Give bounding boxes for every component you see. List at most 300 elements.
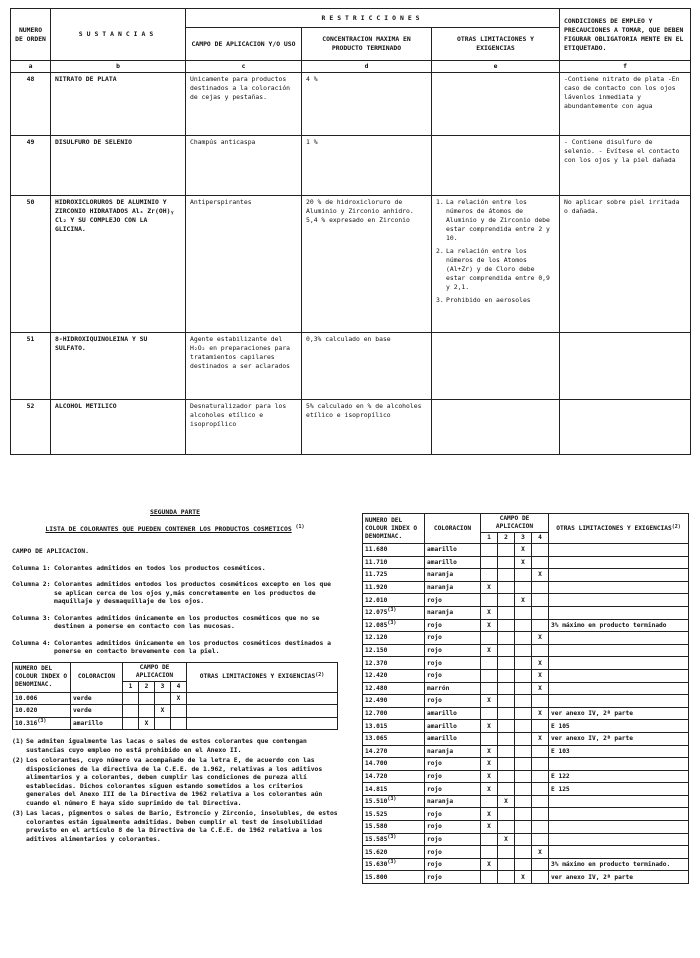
column-2-mark <box>139 705 155 718</box>
notes-cell <box>549 833 689 846</box>
table-row <box>363 808 689 821</box>
column-2-mark <box>498 632 515 645</box>
otras-item: 3. Prohibido en aerosoles <box>436 296 531 304</box>
column-2-mark <box>498 732 515 745</box>
column-3-mark <box>515 833 532 846</box>
column-4-mark: X <box>171 692 187 705</box>
column-2-mark: X <box>498 833 515 846</box>
colour-name: naranja <box>425 795 481 808</box>
column-1-mark: X <box>481 808 498 821</box>
footnote: (3) Las lacas, pigmentos o sales de Bario, Estroncio y Zirconio, insolubles, de estos colorantes están igualmente admitidas. Deben cumplir el test de insolubilidad previsto en el artículo 8 de la Directiva de la C.E.E. de 1962 relativa a los aditivos alimentarios y colorantes. <box>12 809 338 843</box>
column-3-mark <box>515 619 532 632</box>
table-row <box>363 770 689 783</box>
column-4-mark <box>532 770 549 783</box>
column-3-mark <box>515 682 532 695</box>
otras-cell <box>432 400 560 455</box>
table-row <box>13 705 338 718</box>
column-1-mark: X <box>481 606 498 619</box>
letter-c: c <box>186 61 302 73</box>
header-col-1: 1 <box>123 681 139 692</box>
notes-cell: E 103 <box>549 745 689 758</box>
column-3-mark: X <box>515 871 532 884</box>
table-row <box>363 669 689 682</box>
table-row <box>13 692 338 705</box>
letter-e: e <box>432 61 560 73</box>
campo-cell: Unicamente para productos destinados a la coloración de cejas y pestañas. <box>186 73 302 136</box>
table-row <box>363 644 689 657</box>
column-2-mark <box>498 871 515 884</box>
substance-name: HIDROXICLORUROS DE ALUMINIO Y ZIRCONIO HIDRATADOS Alₓ Zr(OH)ᵧ Cl₂ Y SU COMPLEJO CON LA GLICINA. <box>51 196 186 333</box>
colour-name: rojo <box>425 644 481 657</box>
colour-index-number: 15.620 <box>363 846 425 859</box>
colour-name: marrón <box>425 682 481 695</box>
notes-cell: E 122 <box>549 770 689 783</box>
column-3-mark <box>515 795 532 808</box>
colour-name: rojo <box>425 808 481 821</box>
column-2-mark <box>498 581 515 594</box>
column-2-mark <box>498 821 515 834</box>
colour-name: amarillo <box>71 717 123 730</box>
column-3-mark <box>515 669 532 682</box>
column-3-mark <box>515 770 532 783</box>
notes-cell <box>187 705 338 718</box>
header-campo: CAMPO DE APLICACION Y/O USO <box>186 28 302 61</box>
column-4-mark <box>532 795 549 808</box>
column-1-mark <box>123 717 139 730</box>
colour-name: rojo <box>425 770 481 783</box>
row-number: 51 <box>11 333 51 400</box>
header-col-2: 2 <box>139 681 155 692</box>
column-2-mark <box>498 594 515 607</box>
table-row <box>363 707 689 720</box>
column-3-mark <box>515 632 532 645</box>
colour-index-number: 14.815 <box>363 783 425 796</box>
restrictions-table <box>10 8 691 455</box>
table-row <box>363 846 689 859</box>
column-4-mark <box>532 720 549 733</box>
colour-name: naranja <box>425 745 481 758</box>
colour-name: rojo <box>425 632 481 645</box>
table-row <box>363 745 689 758</box>
campo-cell: Desnaturalizador para los alcoholes etílico e isopropílico <box>186 400 302 455</box>
column-2-mark <box>498 745 515 758</box>
column-2-mark <box>498 644 515 657</box>
column-1-mark: X <box>481 644 498 657</box>
notes-cell <box>549 669 689 682</box>
table-row <box>11 73 691 136</box>
table-row <box>363 544 689 557</box>
column-4-mark <box>532 644 549 657</box>
column-definition: Columna 4: Colorantes admitidos únicamente en los productos cosméticos destinados a ponerse en contacto brevemente con la piel. <box>12 638 332 655</box>
column-4-mark: X <box>532 707 549 720</box>
header-col-2: 2 <box>498 533 515 544</box>
letter-a: a <box>11 61 51 73</box>
column-3-mark <box>515 732 532 745</box>
notes-cell <box>549 556 689 569</box>
column-1-mark: X <box>481 720 498 733</box>
column-1-mark <box>481 657 498 670</box>
colour-index-number: 11.920 <box>363 581 425 594</box>
otras-cell <box>432 136 560 196</box>
table-row <box>363 758 689 771</box>
notes-cell <box>549 846 689 859</box>
column-2-mark <box>498 669 515 682</box>
colour-index-number: 15.585$^{(3)}$ <box>363 833 425 846</box>
colour-index-number: 12.480 <box>363 682 425 695</box>
header-numero: NUMERO DE ORDEN <box>11 9 51 61</box>
column-1-mark: X <box>481 695 498 708</box>
substance-name: ALCOHOL METILICO <box>51 400 186 455</box>
notes-cell: E 125 <box>549 783 689 796</box>
column-3-mark <box>515 644 532 657</box>
header-col-1: 1 <box>481 533 498 544</box>
substance-name: 8-HIDROXIQUINOLEINA Y SU SULFATO. <box>51 333 186 400</box>
column-4-mark <box>532 871 549 884</box>
condiciones-cell <box>560 333 691 400</box>
notes-cell <box>549 581 689 594</box>
table-row <box>363 821 689 834</box>
column-definition: Columna 2: Colorantes admitidos entodos los productos cosméticos excepto en los que se aplican cerca de los ojos y,más concretamente en los productos de maquillaje y desmaquillaje de los ojos. <box>12 580 332 605</box>
colour-name: rojo <box>425 833 481 846</box>
column-4-mark <box>532 606 549 619</box>
notes-cell: ver anexo IV, 2ª parte <box>549 732 689 745</box>
column-3-mark <box>515 569 532 582</box>
column-3-mark <box>515 581 532 594</box>
second-part-section <box>12 508 338 845</box>
column-1-mark: X <box>481 821 498 834</box>
header-col-4: 4 <box>171 681 187 692</box>
column-2-mark <box>498 720 515 733</box>
colorants-table-left <box>12 662 338 731</box>
table-row <box>11 333 691 400</box>
column-4-mark <box>532 581 549 594</box>
colour-index-number: 14.720 <box>363 770 425 783</box>
colour-index-number: 10.316$^{(3)}$ <box>13 717 71 730</box>
column-2-mark <box>498 846 515 859</box>
header-coloracion: COLORACION <box>71 662 123 692</box>
colorants-table-right <box>362 513 689 884</box>
concentration-cell: 0,3% calculado en base <box>302 333 432 400</box>
table-row <box>363 783 689 796</box>
colour-index-number: 12.010 <box>363 594 425 607</box>
column-1-mark: X <box>481 745 498 758</box>
notes-cell: ver anexo IV, 2ª parte <box>549 707 689 720</box>
table-row <box>363 606 689 619</box>
table-row <box>363 632 689 645</box>
otras-item: 1. La relación entre los números de átomos de Aluminio y de Zirconio debe estar comprendida entre 2 y 10. <box>436 198 550 242</box>
column-3-mark <box>515 858 532 871</box>
colour-name: rojo <box>425 783 481 796</box>
colour-index-number: 12.420 <box>363 669 425 682</box>
notes-cell <box>549 657 689 670</box>
concentration-cell: 5% calculado en % de alcoholes etílico e isopropílico <box>302 400 432 455</box>
column-4-mark <box>532 745 549 758</box>
table-row <box>363 732 689 745</box>
column-1-mark <box>481 871 498 884</box>
table-row <box>363 871 689 884</box>
column-4-mark <box>532 821 549 834</box>
column-4-mark <box>532 833 549 846</box>
substance-name: NITRATO DE PLATA <box>51 73 186 136</box>
footnote: (2) Los colorantes, cuyo número va acompañado de la letra E, de acuerdo con las disposiciones de la directiva de la C.E.E. de 1.962, relativas a los aditivos alimentarios y a colorantes, deben cumplir las condiciones de pureza allí establecidas. Dichos colorantes siguen estando sometidos a los criterios generales del Anexo III de la Directiva de 1962 relativa a los colorantes aún cuando el número E haya sido suprimido de tal Directiva. <box>12 756 323 807</box>
colour-name: rojo <box>425 669 481 682</box>
colour-index-number: 12.150 <box>363 644 425 657</box>
colour-index-number: 15.580 <box>363 821 425 834</box>
column-2-mark <box>498 682 515 695</box>
header-numero: NUMERO DEL COLOUR INDEX O DENOMINAC. <box>363 514 425 544</box>
header-otras: OTRAS LIMITACIONES Y EXIGENCIAS$^{(2)}$ <box>549 514 689 544</box>
column-3-mark <box>515 657 532 670</box>
column-1-mark: X <box>481 858 498 871</box>
condiciones-cell <box>560 400 691 455</box>
otras-cell <box>432 333 560 400</box>
column-2-mark <box>498 544 515 557</box>
column-3-mark <box>515 707 532 720</box>
colour-name: rojo <box>425 871 481 884</box>
table-row <box>363 581 689 594</box>
notes-cell <box>549 632 689 645</box>
column-3-mark <box>515 758 532 771</box>
table-row <box>363 720 689 733</box>
column-4-mark: X <box>532 846 549 859</box>
notes-cell <box>549 594 689 607</box>
header-restricciones: RESTRICCIONES <box>186 9 560 28</box>
table-row <box>13 717 338 730</box>
notes-cell <box>549 758 689 771</box>
list-title: LISTA DE COLORANTES QUE PUEDEN CONTENER LOS PRODUCTOS COSMETICOS $^{(1)}$ <box>45 523 305 533</box>
column-2-mark <box>498 858 515 871</box>
column-1-mark <box>481 682 498 695</box>
column-4-mark <box>532 758 549 771</box>
column-4-mark <box>532 556 549 569</box>
letter-d: d <box>302 61 432 73</box>
column-2-mark <box>139 692 155 705</box>
header-campo: CAMPO DE APLICACION <box>123 662 187 681</box>
notes-cell <box>549 606 689 619</box>
column-2-mark <box>498 770 515 783</box>
otras-cell <box>432 196 560 333</box>
concentration-cell: 4 % <box>302 73 432 136</box>
notes-cell <box>549 695 689 708</box>
column-3-mark <box>155 692 171 705</box>
column-2-mark <box>498 606 515 619</box>
substance-name: DISULFURO DE SELENIO <box>51 136 186 196</box>
table-row <box>363 682 689 695</box>
table-row <box>11 196 691 333</box>
column-4-mark: X <box>532 682 549 695</box>
column-1-mark <box>481 732 498 745</box>
column-3-mark <box>155 717 171 730</box>
condiciones-cell: - Contiene disulfuro de selenio. - Evítese el contacto con los ojos y la piel dañada <box>560 136 691 196</box>
header-sustancias: SUSTANCIAS <box>51 9 186 61</box>
notes-cell <box>549 569 689 582</box>
column-2-mark: X <box>139 717 155 730</box>
column-1-mark <box>481 833 498 846</box>
footnotes <box>12 737 338 843</box>
column-1-mark <box>123 705 139 718</box>
notes-cell <box>549 808 689 821</box>
colour-index-number: 15.630$^{(3)}$ <box>363 858 425 871</box>
column-4-mark <box>532 808 549 821</box>
column-1-mark: X <box>481 758 498 771</box>
column-1-mark <box>481 669 498 682</box>
colour-index-number: 10.020 <box>13 705 71 718</box>
column-4-mark <box>171 717 187 730</box>
otras-cell <box>432 73 560 136</box>
colour-name: naranja <box>425 606 481 619</box>
otras-item: 2. La relación entre los números de los Atomos (Al+Zr) y de Cloro debe estar comprendida entre 0,9 y 2,1. <box>436 247 550 291</box>
header-condiciones: CONDICIONES DE EMPLEO Y PRECAUCIONES A TOMAR, QUE DEBEN FIGURAR OBLIGATORIA MENTE EN EL ETIQUETADO. <box>560 9 691 61</box>
header-otras: OTRAS LIMITACIONES Y EXIGENCIAS$^{(2)}$ <box>187 662 338 692</box>
column-3-mark <box>515 695 532 708</box>
column-3-mark <box>515 821 532 834</box>
column-1-mark: X <box>481 783 498 796</box>
notes-cell: 3% máximo en producto terminado <box>549 619 689 632</box>
concentration-cell: 20 % de hidroxicloruro de Aluminio y Zirconio anhidro. 5,4 % expresado en Zirconio <box>302 196 432 333</box>
condiciones-cell: No aplicar sobre piel irritada o dañada. <box>560 196 691 333</box>
column-1-mark <box>481 846 498 859</box>
colour-name: rojo <box>425 594 481 607</box>
colour-index-number: 11.725 <box>363 569 425 582</box>
campo-title: CAMPO DE APLICACION. <box>12 547 89 555</box>
colour-name: rojo <box>425 657 481 670</box>
column-4-mark <box>532 594 549 607</box>
colour-name: rojo <box>425 846 481 859</box>
campo-cell: Antiperspirantes <box>186 196 302 333</box>
column-2-mark <box>498 758 515 771</box>
colour-name: rojo <box>425 821 481 834</box>
colour-name: amarillo <box>425 544 481 557</box>
colour-name: naranja <box>425 569 481 582</box>
colour-index-number: 11.680 <box>363 544 425 557</box>
colour-index-number: 14.270 <box>363 745 425 758</box>
column-4-mark <box>532 695 549 708</box>
colour-index-number: 12.075$^{(3)}$ <box>363 606 425 619</box>
colour-name: naranja <box>425 581 481 594</box>
campo-cell: Agente estabilizante del H₂O₂ en preparaciones para tratamientos capilares destinados a ser aclarados <box>186 333 302 400</box>
column-3-mark <box>515 783 532 796</box>
notes-cell <box>549 821 689 834</box>
column-2-mark <box>498 783 515 796</box>
notes-cell <box>549 644 689 657</box>
column-1-mark <box>481 632 498 645</box>
colour-name: amarillo <box>425 556 481 569</box>
column-4-mark <box>532 858 549 871</box>
column-3-mark <box>515 606 532 619</box>
letter-f: f <box>560 61 691 73</box>
column-2-mark <box>498 569 515 582</box>
column-2-mark <box>498 556 515 569</box>
column-definition: Columna 1: Colorantes admitidos en todos los productos cosméticos. <box>12 563 266 572</box>
header-coloracion: COLORACION <box>425 514 481 544</box>
colour-name: rojo <box>425 758 481 771</box>
colour-index-number: 12.085$^{(3)}$ <box>363 619 425 632</box>
colour-index-number: 12.120 <box>363 632 425 645</box>
column-3-mark <box>515 846 532 859</box>
column-2-mark <box>498 707 515 720</box>
colour-name: amarillo <box>425 732 481 745</box>
colour-name: amarillo <box>425 720 481 733</box>
colour-name: verde <box>71 705 123 718</box>
colour-index-number: 13.015 <box>363 720 425 733</box>
column-4-mark <box>532 619 549 632</box>
colour-index-number: 13.065 <box>363 732 425 745</box>
column-2-mark <box>498 808 515 821</box>
column-1-mark: X <box>481 581 498 594</box>
column-2-mark: X <box>498 795 515 808</box>
column-4-mark: X <box>532 657 549 670</box>
column-4-mark: X <box>532 569 549 582</box>
column-1-mark: X <box>481 770 498 783</box>
notes-cell <box>549 795 689 808</box>
table-row <box>363 657 689 670</box>
table-row <box>363 556 689 569</box>
column-2-mark <box>498 619 515 632</box>
colour-name: rojo <box>425 858 481 871</box>
column-4-mark: X <box>532 669 549 682</box>
colour-index-number: 12.700 <box>363 707 425 720</box>
notes-cell <box>549 544 689 557</box>
colour-index-number: 12.370 <box>363 657 425 670</box>
column-1-mark <box>481 795 498 808</box>
column-4-mark: X <box>532 732 549 745</box>
column-2-mark <box>498 657 515 670</box>
notes-cell <box>187 717 338 730</box>
colour-index-number: 15.525 <box>363 808 425 821</box>
table-row <box>363 619 689 632</box>
column-1-mark <box>481 569 498 582</box>
row-number: 50 <box>11 196 51 333</box>
column-4-mark <box>171 705 187 718</box>
notes-cell: ver anexo IV, 2ª parte <box>549 871 689 884</box>
column-4-mark <box>532 544 549 557</box>
column-3-mark <box>515 808 532 821</box>
concentration-cell: 1 % <box>302 136 432 196</box>
header-col-3: 3 <box>155 681 171 692</box>
footnote: (1) Se admiten igualmente las lacas o sales de estos colorantes que contengan sustancias cuyo empleo no está prohibido en el Anexo II. <box>12 737 307 754</box>
colour-name: rojo <box>425 619 481 632</box>
column-3-mark: X <box>515 556 532 569</box>
header-col-3: 3 <box>515 533 532 544</box>
colour-index-number: 10.006 <box>13 692 71 705</box>
column-4-mark <box>532 783 549 796</box>
colour-index-number: 14.700 <box>363 758 425 771</box>
table-row <box>363 833 689 846</box>
colour-name: verde <box>71 692 123 705</box>
campo-cell: Champús anticaspa <box>186 136 302 196</box>
table-row <box>11 136 691 196</box>
table-row <box>363 594 689 607</box>
column-3-mark: X <box>515 594 532 607</box>
notes-cell: E 105 <box>549 720 689 733</box>
header-concentracion: CONCENTRACION MAXIMA EN PRODUCTO TERMINADO <box>302 28 432 61</box>
condiciones-cell: -Contiene nitrato de plata -En caso de contacto con los ojos lávenlos inmediata y abundantemente con agua <box>560 73 691 136</box>
colour-name: amarillo <box>425 707 481 720</box>
colour-index-number: 12.490 <box>363 695 425 708</box>
column-definition: Columna 3: Colorantes admitidos únicamente en los productos cosméticos que no se destinen a ponerse en contacto con las mucosas. <box>12 613 320 630</box>
header-col-4: 4 <box>532 533 549 544</box>
notes-cell <box>549 682 689 695</box>
column-1-mark <box>481 544 498 557</box>
table-row <box>363 569 689 582</box>
column-1-mark: X <box>481 619 498 632</box>
header-campo: CAMPO DE APLICACION <box>481 514 549 533</box>
column-3-mark <box>515 720 532 733</box>
column-3-mark: X <box>155 705 171 718</box>
column-3-mark <box>515 745 532 758</box>
section-heading: SEGUNDA PARTE <box>149 508 201 516</box>
colour-index-number: 11.710 <box>363 556 425 569</box>
